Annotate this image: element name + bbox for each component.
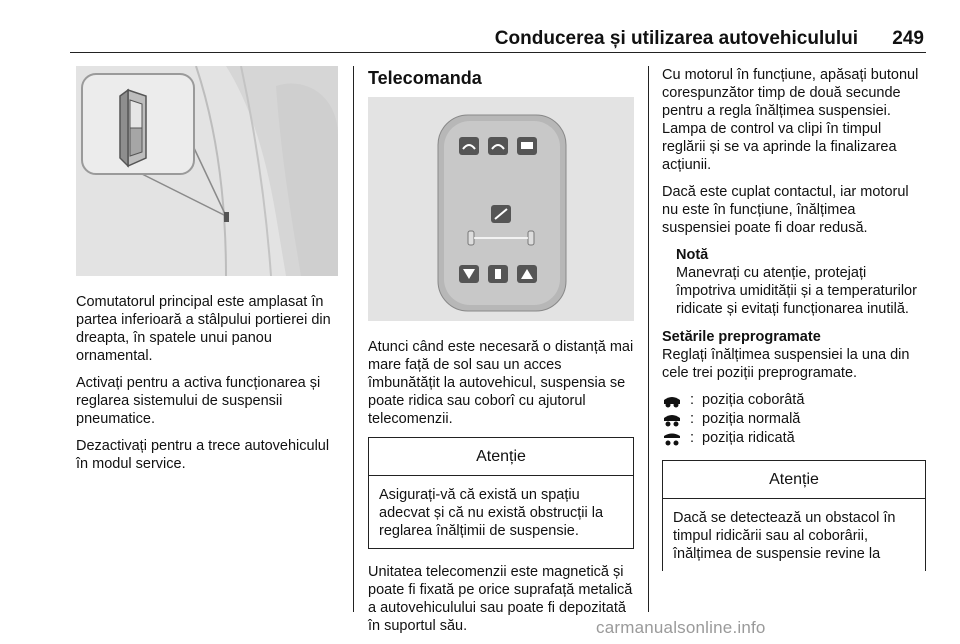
warning-box <box>662 460 926 571</box>
paragraph: Cu motorul în funcțiune, apăsați butonul corespunzător timp de două secunde pentru a regla înălțimea suspensiei. Lampa de control va clipi în timpul reglării și se va aprinde la finalizarea acțiunii. <box>662 67 919 173</box>
page-number: 249 <box>892 28 924 49</box>
remote-control-illustration <box>368 97 634 321</box>
preset-positions-list <box>662 391 926 448</box>
door-pillar-switch-illustration <box>76 66 338 276</box>
position-label: poziția coborâtă <box>702 392 805 408</box>
car-lowered-icon <box>662 394 682 408</box>
preset-buttons <box>459 137 537 155</box>
warning-title: Atenție <box>369 438 633 476</box>
paragraph: Comutatorul principal este amplasat în partea inferioară a stâlpului portierei din dreapta, în spatele unui panou ornamental. <box>76 294 331 364</box>
warning-body: Asigurați-vă că există un spațiu adecvat și că nu există obstrucții la reglarea înălțimii de suspensie. <box>379 487 604 539</box>
paragraph: Unitatea telecomenzii este magnetică și poate fi fixată pe orice suprafață metalică a autovehiculului sau poate fi depozitată în suportul său. <box>368 564 633 634</box>
column-left <box>76 66 338 482</box>
paragraph: Dacă este cuplat contactul, iar motorul nu este în funcțiune, înălțimea suspensiei poate fi doar redusă. <box>662 184 909 236</box>
warning-title: Atenție <box>663 461 925 499</box>
page-header <box>70 26 926 53</box>
column-right <box>662 66 926 581</box>
column-divider <box>648 66 649 612</box>
remote-control-figure <box>368 97 634 321</box>
subsection-heading: Setările preprogramate <box>662 329 821 345</box>
chapter-title: Conducerea și utilizarea autovehiculului <box>494 28 858 49</box>
warning-box <box>368 437 634 549</box>
car-raised-icon <box>662 432 682 446</box>
paragraph: Dezactivați pentru a trece autovehiculul în modul service. <box>76 438 330 472</box>
car-normal-icon <box>662 413 682 427</box>
warning-body: Dacă se detectează un obstacol în timpul ridicării sau al coborârii, înălțimea de suspensie revine la <box>673 510 896 562</box>
column-middle <box>368 66 634 644</box>
paragraph: Activați pentru a activa funcționarea și reglarea sistemului de suspensii pneumatice. <box>76 375 321 427</box>
section-heading: Telecomanda <box>368 68 482 88</box>
column-divider <box>353 66 354 612</box>
note-body: Manevrați cu atenție, protejați împotriva umidității și a temperaturilor ridicate și evitați funcționarea inutilă. <box>676 265 917 317</box>
list-item: : poziția coborâtă <box>662 391 926 410</box>
list-item: : poziția ridicată <box>662 429 926 448</box>
position-label: poziția ridicată <box>702 430 795 446</box>
position-label: poziția normală <box>702 411 801 427</box>
list-item: : poziția normală <box>662 410 926 429</box>
note-title: Notă <box>676 247 709 263</box>
watermark: carmanualsonline.info <box>596 618 766 637</box>
switch-location-figure <box>76 66 338 276</box>
paragraph: Atunci când este necesară o distanță mai mare față de sol sau un acces îmbunătățit la autovehicul, suspensia se poate ridica sau coborî cu ajutorul telecomenzii. <box>368 339 634 427</box>
paragraph: Reglați înălțimea suspensiei la una din cele trei poziții preprogramate. <box>662 347 910 381</box>
note-box <box>662 246 926 318</box>
